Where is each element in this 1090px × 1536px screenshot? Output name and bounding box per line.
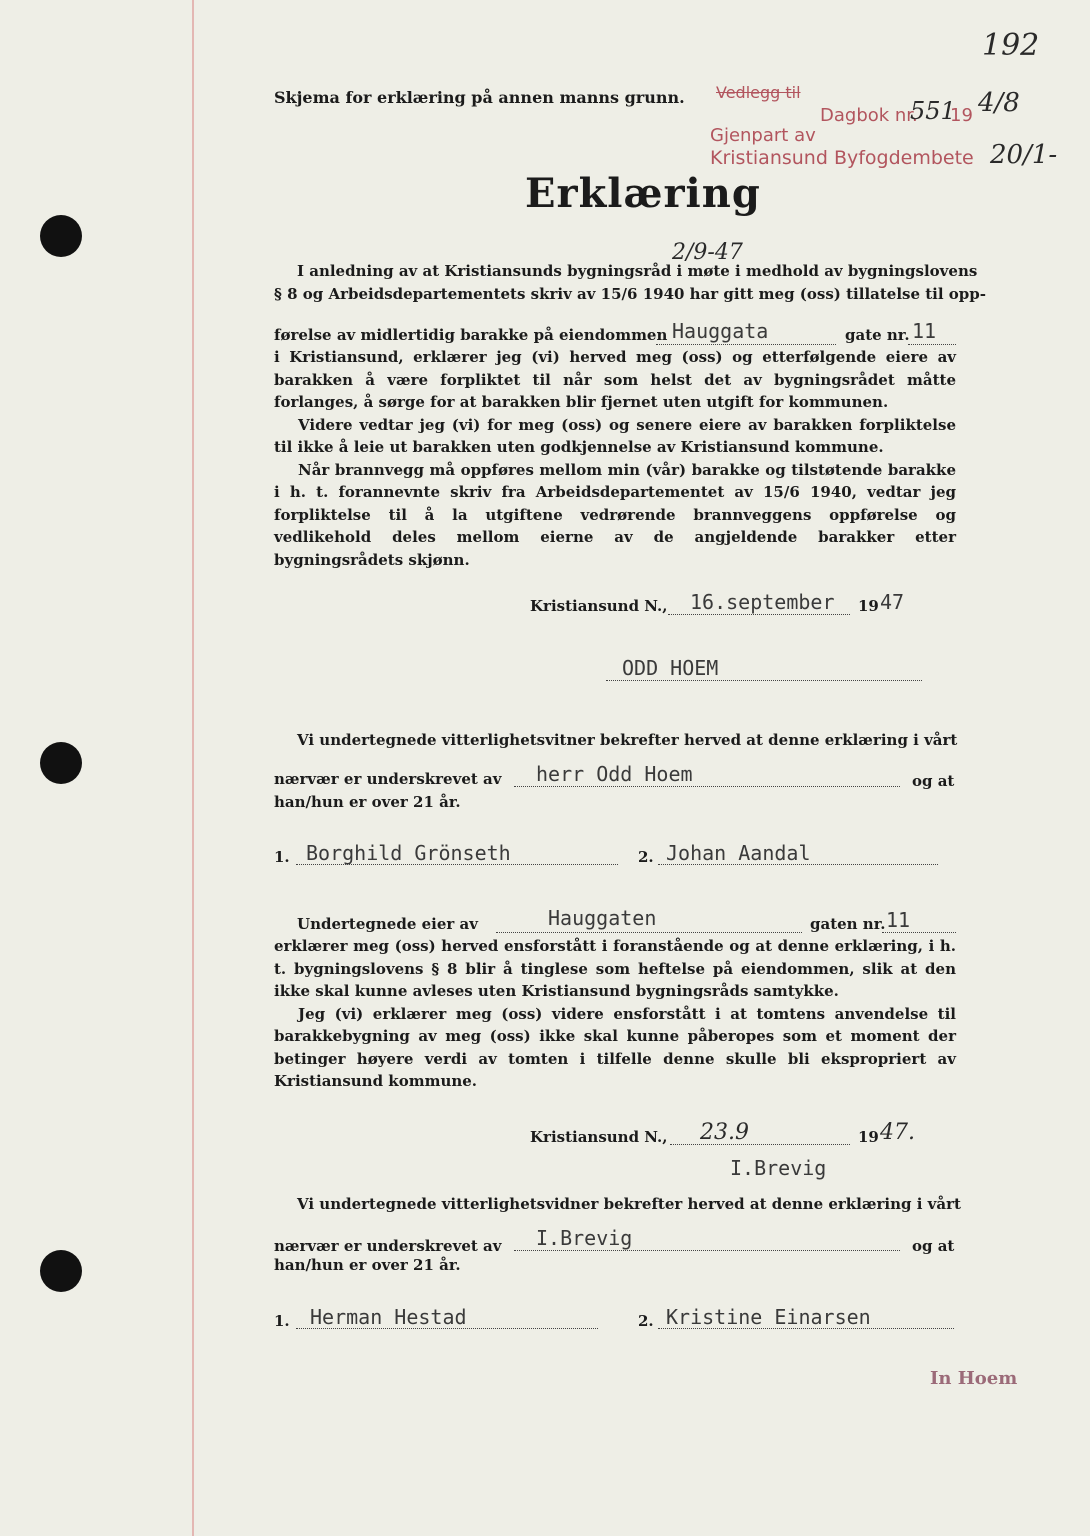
sign2-year-prefix: 19 bbox=[858, 1128, 879, 1146]
margin-line bbox=[192, 0, 194, 1536]
dagbok-year-suffix: 4/8 bbox=[978, 88, 1020, 118]
owner-gate-number: 11 bbox=[886, 908, 911, 932]
page-title: Erklæring bbox=[525, 170, 761, 217]
witness1-name-1: Borghild Grönseth bbox=[306, 841, 511, 865]
punch-hole bbox=[40, 215, 82, 257]
gate-number: 11 bbox=[912, 319, 937, 343]
witness2-n2: 2. bbox=[638, 1312, 654, 1330]
sign1-date: 16.september bbox=[690, 590, 835, 614]
punch-hole bbox=[40, 742, 82, 784]
dagbok-number: 551 bbox=[910, 97, 956, 125]
dagbok-year-prefix: 19 bbox=[950, 105, 973, 126]
sign1-year: 47 bbox=[880, 590, 905, 614]
owner-paragraph-2: Jeg (vi) erklærer meg (oss) videre ensforstått i at tomtens anvendelse til barakkebygning av meg (oss) ikke skal kunne påberopes som et moment der betinger høyere verdi av tomten i tilfelle denne skulle bli ekspropriert av Kristiansund kommune. bbox=[274, 1004, 956, 1090]
paragraph-1: i Kristiansund, erklærer jeg (vi) herved meg (oss) og etterfølgende eiere av barakken å være forpliktet til når som helst det av bygningsrådet måtte forlanges, å sørge for at barakken blir fjernet uten utgift for kommunen. bbox=[274, 348, 956, 411]
stamp-line-1: Vedlegg til bbox=[716, 83, 801, 102]
sign2-name: I.Brevig bbox=[730, 1156, 827, 1180]
owner-street: Hauggaten bbox=[548, 906, 657, 930]
sign2-date: 23.9 bbox=[700, 1120, 749, 1145]
witness2-name-2: Kristine Einarsen bbox=[666, 1305, 871, 1329]
meeting-date: 2/9-47 bbox=[672, 240, 743, 265]
sign2-place: Kristiansund N., bbox=[530, 1128, 668, 1146]
sign1-year-prefix: 19 bbox=[858, 597, 879, 615]
witness1-signer: herr Odd Hoem bbox=[536, 762, 693, 786]
sign1-place: Kristiansund N., bbox=[530, 597, 668, 615]
street-name: Hauggata bbox=[672, 319, 769, 343]
owner-pre: Undertegnede eier av bbox=[297, 915, 478, 933]
punch-hole bbox=[40, 1250, 82, 1292]
owner-paragraph-1: erklærer meg (oss) herved ensforstått i foranstående og at denne erklæring, i h. t. bygningslovens § 8 blir å tinglese som heftelse på eiendommen, slik at den ikke skal kunne avleses uten Kristiansund bygningsråds samtykke. bbox=[274, 937, 956, 1000]
witness1-age: han/hun er over 21 år. bbox=[274, 793, 461, 811]
stamp-line-3: Kristiansund Byfogdembete bbox=[710, 147, 974, 169]
witness1-line-1: Vi undertegnede vitterlighetsvitner bekrefter herved at denne erklæring i vårt bbox=[297, 731, 958, 749]
witness1-pre: nærvær er underskrevet av bbox=[274, 770, 502, 788]
witness1-name-2: Johan Aandal bbox=[666, 841, 811, 865]
intro-line-2: § 8 og Arbeidsdepartementets skriv av 15/6 1940 har gitt meg (oss) tillatelse til opp- bbox=[274, 285, 986, 303]
paragraph-2: Videre vedtar jeg (vi) for meg (oss) og senere eiere av barakken forpliktelse til ikke å leie ut barakken uten godkjennelse av Kristiansund kommune. bbox=[274, 415, 956, 456]
owner-gate-label: gaten nr. bbox=[810, 915, 886, 933]
date-note: 20/1- bbox=[990, 140, 1058, 170]
intro-line-1: I anledning av at Kristiansunds bygningsråd i møte i medhold av bygningslovens bbox=[297, 262, 978, 280]
witness1-n2: 2. bbox=[638, 848, 654, 866]
paragraph-3: Når brannvegg må oppføres mellom min (vår) barakke og tilstøtende barakke i h. t. forannevnte skriv fra Arbeidsdepartementet av 15/6 1940, vedtar jeg forpliktelse til å la utgiftene vedrørende brannveggens oppførelse og vedlikehold deles mellom eierne av de angjeldende barakker etter bygningsrådets skjønn. bbox=[274, 460, 956, 569]
form-title: Skjema for erklæring på annen manns grunn. bbox=[274, 88, 685, 107]
witness1-og-at: og at bbox=[912, 772, 955, 790]
stamp-line-2: Gjenpart av bbox=[710, 125, 816, 146]
dagbok-label: Dagbok nr. bbox=[820, 105, 918, 126]
witness2-name-1: Herman Hestad bbox=[310, 1305, 467, 1329]
sign1-name: ODD HOEM bbox=[622, 656, 719, 680]
intro-line-3: førelse av midlertidig barakke på eiendommen bbox=[274, 326, 668, 344]
footer-initials: In Hoem bbox=[930, 1368, 1018, 1389]
witness2-n1: 1. bbox=[274, 1312, 290, 1330]
gate-label: gate nr. bbox=[845, 326, 910, 344]
witness2-line-1: Vi undertegnede vitterlighetsvidner bekrefter herved at denne erklæring i vårt bbox=[297, 1195, 961, 1213]
sign2-year: 47. bbox=[880, 1120, 915, 1145]
page-number: 192 bbox=[982, 28, 1040, 63]
intro-body bbox=[274, 346, 956, 571]
witness2-og-at: og at bbox=[912, 1237, 955, 1255]
owner-body bbox=[274, 935, 956, 1093]
witness2-pre: nærvær er underskrevet av bbox=[274, 1237, 502, 1255]
witness1-n1: 1. bbox=[274, 848, 290, 866]
witness2-signer: I.Brevig bbox=[536, 1226, 633, 1250]
witness2-age: han/hun er over 21 år. bbox=[274, 1256, 461, 1274]
